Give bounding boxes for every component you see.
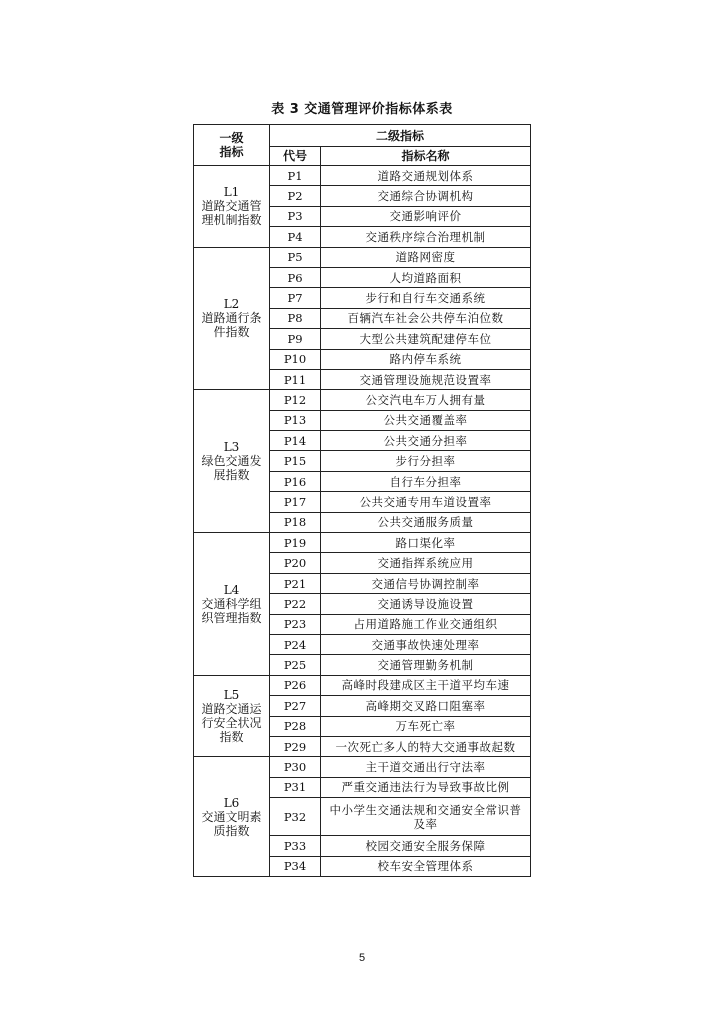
level2-name-cell: 交通管理勤务机制 <box>321 655 531 675</box>
level2-code-cell: P5 <box>270 247 321 267</box>
level1-code: L3 <box>223 440 240 455</box>
name-header: 指标名称 <box>321 147 531 166</box>
level2-header: 二级指标 <box>270 125 531 147</box>
level2-name-cell: 交通秩序综合治理机制 <box>321 227 531 247</box>
level2-name-cell: 高峰时段建成区主干道平均车速 <box>321 675 531 695</box>
level2-code-cell: P20 <box>270 553 321 573</box>
level2-name-cell: 公共交通服务质量 <box>321 512 531 532</box>
level1-code: L6 <box>223 795 240 810</box>
level2-code-cell: P25 <box>270 655 321 675</box>
level2-code-cell: P23 <box>270 614 321 634</box>
level2-code-cell: P28 <box>270 716 321 736</box>
level2-code-cell: P34 <box>270 856 321 876</box>
level1-name-line: 织管理指数 <box>201 610 262 625</box>
level2-name-line: 中小学生交通法规和交通安全常识普 <box>329 802 522 817</box>
level2-code-cell: P30 <box>270 757 321 777</box>
level2-code-cell: P17 <box>270 492 321 512</box>
level2-name-cell: 严重交通违法行为导致事故比例 <box>321 777 531 797</box>
level1-name-line: 道路通行条 <box>201 311 262 326</box>
level2-code-cell: P18 <box>270 512 321 532</box>
level2-name-cell: 公共交通专用车道设置率 <box>321 492 531 512</box>
level1-name-line: 交通科学组 <box>201 596 262 611</box>
level2-code-cell: P31 <box>270 777 321 797</box>
level2-name-cell: 公共交通分担率 <box>321 431 531 451</box>
level1-name-line: 交通文明素 <box>201 809 262 824</box>
level2-code-cell: P4 <box>270 227 321 247</box>
level2-code-cell: P7 <box>270 288 321 308</box>
level1-indicator-cell <box>194 675 270 757</box>
level2-name-cell: 万车死亡率 <box>321 716 531 736</box>
level2-name-cell: 自行车分担率 <box>321 471 531 491</box>
level2-code-cell: P29 <box>270 736 321 756</box>
code-header: 代号 <box>270 147 321 166</box>
level1-indicator-cell <box>194 390 270 533</box>
level2-name-cell: 交通诱导设施设置 <box>321 594 531 614</box>
level2-name-cell <box>321 798 531 836</box>
level2-code-cell: P19 <box>270 533 321 553</box>
level1-indicator-cell <box>194 757 270 877</box>
level1-name-line: 质指数 <box>213 823 250 838</box>
table-row <box>194 675 531 695</box>
level1-header <box>194 125 270 166</box>
level2-code-cell: P16 <box>270 471 321 491</box>
level2-name-line: 及率 <box>413 816 438 831</box>
level2-name-cell: 大型公共建筑配建停车位 <box>321 329 531 349</box>
table-row <box>194 390 531 410</box>
level1-header-line2: 指标 <box>219 145 244 159</box>
table-row <box>194 247 531 267</box>
level2-code-cell: P3 <box>270 206 321 226</box>
level2-code-cell: P33 <box>270 836 321 856</box>
level2-name-cell: 路口渠化率 <box>321 533 531 553</box>
level1-code: L4 <box>223 582 240 597</box>
level2-name-cell: 步行分担率 <box>321 451 531 471</box>
level1-code: L1 <box>223 185 240 200</box>
level2-name-cell: 路内停车系统 <box>321 349 531 369</box>
level2-code-cell: P10 <box>270 349 321 369</box>
level2-name-cell: 百辆汽车社会公共停车泊位数 <box>321 308 531 328</box>
level2-name-cell: 公共交通覆盖率 <box>321 410 531 430</box>
table-row <box>194 533 531 553</box>
level2-code-cell: P8 <box>270 308 321 328</box>
level2-code-cell: P26 <box>270 675 321 695</box>
level2-name-cell: 公交汽电车万人拥有量 <box>321 390 531 410</box>
level2-code-cell: P9 <box>270 329 321 349</box>
level1-code: L2 <box>223 297 240 312</box>
level2-code-cell: P32 <box>270 798 321 836</box>
level2-code-cell: P15 <box>270 451 321 471</box>
level1-indicator-cell <box>194 247 270 390</box>
level2-code-cell: P1 <box>270 166 321 186</box>
level2-code-cell: P13 <box>270 410 321 430</box>
level1-indicator-cell <box>194 166 270 248</box>
level1-indicator-cell <box>194 533 270 676</box>
level1-name-line: 指数 <box>219 730 244 745</box>
level1-header-line1: 一级 <box>219 131 244 145</box>
level1-code: L5 <box>223 688 240 703</box>
level2-code-cell: P27 <box>270 696 321 716</box>
level2-code-cell: P14 <box>270 431 321 451</box>
level2-code-cell: P22 <box>270 594 321 614</box>
level2-name-cell: 交通综合协调机构 <box>321 186 531 206</box>
level2-code-cell: P12 <box>270 390 321 410</box>
level2-name-cell: 步行和自行车交通系统 <box>321 288 531 308</box>
level1-name-line: 道路交通运 <box>201 702 262 717</box>
level2-name-cell: 交通管理设施规范设置率 <box>321 369 531 389</box>
level2-name-cell: 道路网密度 <box>321 247 531 267</box>
level2-name-cell: 交通影响评价 <box>321 206 531 226</box>
level2-name-cell: 占用道路施工作业交通组织 <box>321 614 531 634</box>
table-row <box>194 757 531 777</box>
level2-name-cell: 交通事故快速处理率 <box>321 634 531 654</box>
level1-name-line: 展指数 <box>213 468 250 483</box>
level1-name-line: 件指数 <box>213 325 250 340</box>
level1-name-line: 道路交通管 <box>201 199 262 214</box>
page-number: 5 <box>358 952 366 964</box>
level2-name-cell: 高峰期交叉路口阻塞率 <box>321 696 531 716</box>
level1-name-line: 绿色交通发 <box>201 454 262 469</box>
level2-code-cell: P24 <box>270 634 321 654</box>
level2-code-cell: P6 <box>270 267 321 287</box>
level1-name-line: 行安全状况 <box>201 716 262 731</box>
level2-name-cell: 校园交通安全服务保障 <box>321 836 531 856</box>
level2-name-cell: 交通指挥系统应用 <box>321 553 531 573</box>
level1-name-line: 理机制指数 <box>201 213 262 228</box>
level2-code-cell: P2 <box>270 186 321 206</box>
level2-name-cell: 道路交通规划体系 <box>321 166 531 186</box>
table-body <box>194 166 531 877</box>
table-caption: 表 3 交通管理评价指标体系表 <box>271 102 453 117</box>
level2-name-cell: 人均道路面积 <box>321 267 531 287</box>
level2-name-cell: 主干道交通出行守法率 <box>321 757 531 777</box>
level2-name-cell: 校车安全管理体系 <box>321 856 531 876</box>
level2-code-cell: P11 <box>270 369 321 389</box>
level2-name-cell: 一次死亡多人的特大交通事故起数 <box>321 736 531 756</box>
table-row <box>194 166 531 186</box>
indicator-table <box>193 124 531 877</box>
level2-code-cell: P21 <box>270 573 321 593</box>
level2-name-cell: 交通信号协调控制率 <box>321 573 531 593</box>
